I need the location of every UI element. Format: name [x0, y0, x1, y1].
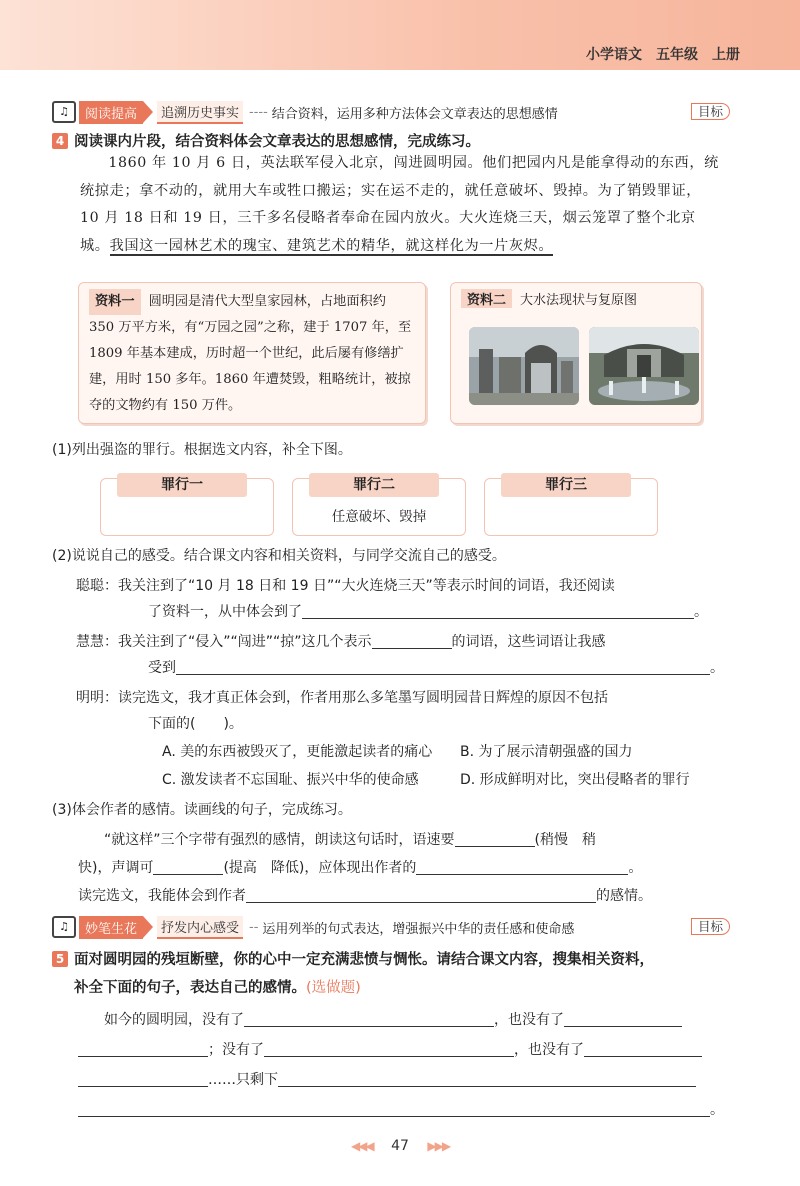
answer-blank[interactable] — [78, 1040, 208, 1057]
crime-title: 罪行一 — [117, 473, 247, 497]
page-number: ◀◀◀ 47 ▶▶▶ — [350, 1138, 450, 1154]
section-subtitle: 追溯历史事实 — [157, 101, 243, 124]
answer-blank[interactable] — [584, 1040, 702, 1057]
material-one-label: 资料一 — [89, 289, 141, 315]
crime-answer: 任意破坏、毁掉 — [331, 509, 427, 525]
answer-blank[interactable] — [176, 658, 710, 675]
crime-box-2[interactable] — [292, 478, 466, 536]
goal-label: 目标 — [691, 103, 730, 120]
answer-blank[interactable] — [246, 886, 596, 903]
answer-blank[interactable] — [564, 1010, 682, 1027]
answer-blank[interactable] — [78, 1100, 710, 1117]
question-4 — [52, 130, 480, 151]
subquestion-3: (3)体会作者的感情。读画线的句子，完成练习。 — [52, 802, 352, 818]
arrow-icon — [143, 101, 153, 123]
option-d[interactable]: D. 形成鲜明对比，突出侵略者的罪行 — [460, 772, 690, 788]
crime-box-1[interactable] — [100, 478, 274, 536]
answer-blank[interactable] — [278, 1070, 696, 1087]
subquestion-1: (1)列出强盗的罪行。根据选文内容，补全下图。 — [52, 442, 352, 458]
material-two-panel — [450, 282, 702, 424]
option-a[interactable]: A. 美的东西被毁灭了，更能激起读者的痛心 — [162, 744, 433, 760]
answer-blank[interactable] — [78, 1070, 208, 1087]
arrow-icon — [143, 916, 153, 938]
section-header-reading: ♫ 阅读提高 追溯历史事实 ---- 结合资料，运用多种方法体会文章表达的思想感情 目标 — [52, 101, 730, 127]
material-one-panel — [78, 282, 426, 424]
section-subtitle: 抒发内心感受 — [157, 916, 243, 939]
question-prompt: 阅读课内片段，结合资料体会文章表达的思想感情，完成练习。 — [74, 134, 480, 150]
book-logo-icon: ♫ — [52, 916, 76, 938]
question-5: 5 面对圆明园的残垣断壁，你的心中一定充满悲愤与惆怅。请结合课文内容，搜集相关资料， — [52, 948, 654, 969]
material-two-label: 资料二 — [461, 289, 512, 308]
passage: 1860 年 10 月 6 日，英法联军侵入北京，闯进圆明园。他们把园内凡是能拿得动的东西，统统掠走；拿不动的，就用大车或牲口搬运；实在运不走的，就任意破坏、毁掉。为了销毁罪证，10 月 18 日和 19 日，三千多名侵略者奉命在园内放火。大火连烧三天，烟云笼罩了整个北京城。我国这一园林艺术的瑰宝、建筑艺术的精华，就这样化为一片灰烬。 — [80, 155, 719, 254]
header-band — [0, 0, 800, 70]
ruins-photo — [469, 327, 579, 405]
answer-blank[interactable] — [372, 632, 452, 649]
answer-blank[interactable] — [416, 858, 628, 875]
book-logo-icon: ♫ — [52, 101, 76, 123]
section-header-writing: ♫ 妙笔生花 抒发内心感受 -- 运用列举的句式表达，增强振兴中华的责任感和使命感 目标 — [52, 916, 730, 942]
section-name: 妙笔生花 — [79, 916, 143, 939]
section-goal-text: 结合资料，运用多种方法体会文章表达的思想感情 — [271, 106, 558, 122]
answer-blank[interactable] — [153, 858, 223, 875]
crime-title: 罪行三 — [501, 473, 631, 497]
option-c[interactable]: C. 激发读者不忘国耻、振兴中华的使命感 — [162, 772, 419, 788]
material-one-text: 圆明园是清代大型皇家园林，占地面积约 350 万平方米，有“万园之园”之称，建于 1707 年，至 1809 年基本建成，历时超一个世纪，此后屡有修缮扩建，用时 150 多年。1860 年遭焚毁，粗略统计，被掠夺的文物约有 150 万件。 — [89, 294, 412, 413]
answer-blank[interactable] — [302, 602, 694, 619]
crime-title: 罪行二 — [309, 473, 439, 497]
underlined-sentence: 我国这一园林艺术的瑰宝、建筑艺术的精华，就这样化为一片灰烬。 — [109, 237, 554, 254]
choice-stem: 下面的( )。 — [148, 716, 243, 732]
subquestion-2: (2)说说自己的感受。结合课文内容和相关资料，与同学交流自己的感受。 — [52, 548, 506, 564]
question-number: 4 — [52, 133, 68, 149]
mingming-line: 明明：读完选文，我才真正体会到，作者用那么多笔墨写圆明园昔日辉煌的原因不包括 — [76, 690, 608, 706]
congcong-line: 聪聪：我关注到了“10 月 18 日和 19 日”“大火连烧三天”等表示时间的词语，我还阅读 — [76, 578, 615, 594]
goal-label: 目标 — [691, 918, 730, 935]
question-number: 5 — [52, 951, 68, 967]
huihui-line: 慧慧：我关注到了“侵入”“闯进”“掠”这几个表示 的词语，这些词语让我感 — [76, 634, 606, 650]
answer-blank[interactable] — [244, 1010, 494, 1027]
book-title: 小学语文 五年级 上册 — [586, 47, 740, 63]
restoration-image — [589, 327, 699, 405]
answer-blank[interactable] — [455, 830, 535, 847]
optional-tag: (选做题) — [306, 980, 361, 996]
section-name: 阅读提高 — [79, 101, 143, 124]
right-arrows-icon: ▶▶▶ — [427, 1139, 450, 1153]
answer-blank[interactable] — [264, 1040, 514, 1057]
option-b[interactable]: B. 为了展示清朝强盛的国力 — [460, 744, 633, 760]
material-two-title: 大水法现状与复原图 — [520, 293, 638, 308]
section-goal-text: 运用列举的句式表达，增强振兴中华的责任感和使命感 — [262, 921, 575, 937]
crime-box-3[interactable] — [484, 478, 658, 536]
left-arrows-icon: ◀◀◀ — [350, 1139, 373, 1153]
